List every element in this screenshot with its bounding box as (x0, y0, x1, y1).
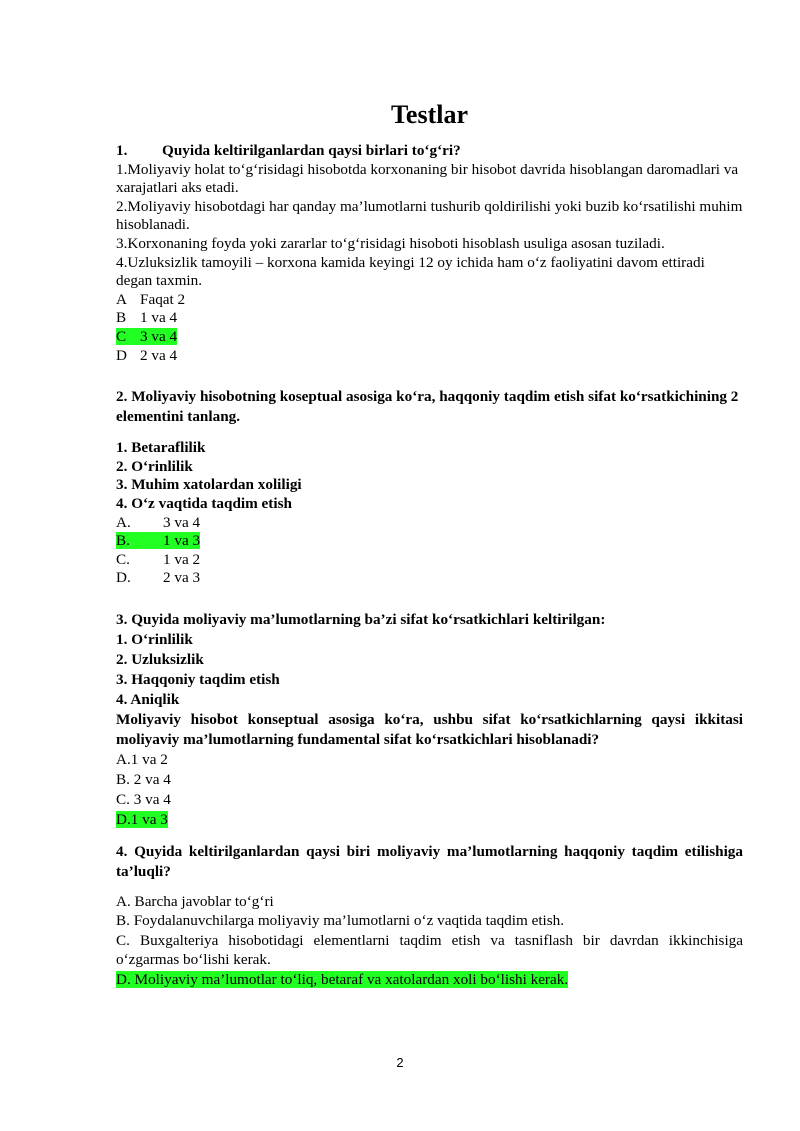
question-2-item: 3. Muhim xatolardan xoliligi (116, 476, 302, 494)
question-1-number: 1. (116, 142, 128, 159)
question-3-text: 3. Quyida moliyaviy ma’lumotlarning ba’zi sifat ko‘rsatkichlari keltirilgan: (116, 610, 606, 628)
question-3-item: 1. O‘rinlilik (116, 630, 193, 648)
question-1-option-c (116, 328, 743, 347)
question-3-item: 2. Uzluksizlik (116, 650, 204, 668)
question-2-item: 2. O‘rinlilik (116, 457, 193, 475)
correct-answer-highlight: B. 1 va 3 (116, 532, 201, 550)
question-3-item: 3. Haqqoniy taqdim etish (116, 670, 280, 688)
question-1-statement: 4.Uzluksizlik tamoyili – korxona kamida keyingi 12 oy ichida ham o‘z faoliyatini davom ettiradi degan taxmin. (116, 253, 705, 290)
question-1-option-a: A Faqat 2 (116, 290, 186, 308)
question-4-option-d (116, 970, 743, 990)
question-2-item: 4. O‘z vaqtida taqdim etish (116, 494, 292, 512)
question-1-statement: 3.Korxonaning foyda yoki zararlar to‘g‘risidagi hisoboti hisoblash usuliga asosan tuziladi. (116, 234, 665, 252)
question-3-option-d (116, 810, 743, 830)
question-2-option-d: D. 2 va 3 (116, 569, 201, 587)
question-1-text: Quyida keltirilganlardan qaysi birlari to‘g‘ri? (162, 142, 461, 159)
page-title: Testlar (390, 100, 469, 129)
question-1-statement: 2.Moliyaviy hisobotdagi har qanday ma’lumotlarni tushurib qoldirilishi yoki buzib ko‘rsatilishi muhim hisoblanadi. (116, 197, 743, 234)
correct-answer-highlight: D.1 va 3 (116, 810, 168, 828)
question-2-option-b (116, 532, 743, 551)
question-1-statement: 1.Moliyaviy holat to‘g‘risidagi hisobotda korxonaning bir hisobot davrida hisoblangan daromadlari va xarajatlari aks etadi. (116, 160, 739, 197)
question-1-option-d: D 2 va 4 (116, 346, 178, 364)
correct-answer-highlight: D. Moliyaviy ma’lumotlar to‘liq, betaraf va xatolardan xoli bo‘lishi kerak. (116, 970, 569, 988)
question-3-subquestion: Moliyaviy hisobot konseptual asosiga ko‘ra, ushbu sifat ko‘rsatkichlarning qaysi ikkitasi moliyaviy ma’lumotlarning fundamental sifat ko‘rsatkichlari hisoblanadi? (116, 710, 743, 748)
question-2-text: 2. Moliyaviy hisobotning koseptual asosiga ko‘ra, haqqoniy taqdim etish sifat ko‘rsatkichining 2 elementini tanlang. (116, 388, 739, 426)
question-2-option-a: A. 3 va 4 (116, 513, 201, 531)
question-3-option-a: A.1 va 2 (116, 750, 168, 768)
question-1-heading (116, 142, 743, 161)
question-3-item: 4. Aniqlik (116, 690, 180, 708)
document-page (116, 100, 743, 989)
question-1-option-b: B 1 va 4 (116, 309, 178, 327)
question-4-option-a: A. Barcha javoblar to‘g‘ri (116, 892, 274, 910)
question-4-text: 4. Quyida keltirilganlardan qaysi biri moliyaviy ma’lumotlarning haqqoniy taqdim etilishiga ta’luqli? (116, 842, 743, 880)
correct-answer-highlight: C 3 va 4 (116, 327, 178, 345)
question-4-option-b: B. Foydalanuvchilarga moliyaviy ma’lumotlarni o‘z vaqtida taqdim etish. (116, 912, 565, 930)
page-number: 2 (396, 1055, 404, 1070)
question-3-option-c: C. 3 va 4 (116, 790, 171, 808)
question-4-option-c: C. Buxgalteriya hisobotidagi elementlarni taqdim etish va tasniflash bir davrdan ikkinchisiga o‘zgarmas bo‘lishi kerak. (116, 931, 743, 969)
question-2-item: 1. Betaraflilik (116, 439, 206, 457)
question-3-option-b: B. 2 va 4 (116, 770, 171, 788)
question-2-option-c: C. 1 va 2 (116, 550, 201, 568)
